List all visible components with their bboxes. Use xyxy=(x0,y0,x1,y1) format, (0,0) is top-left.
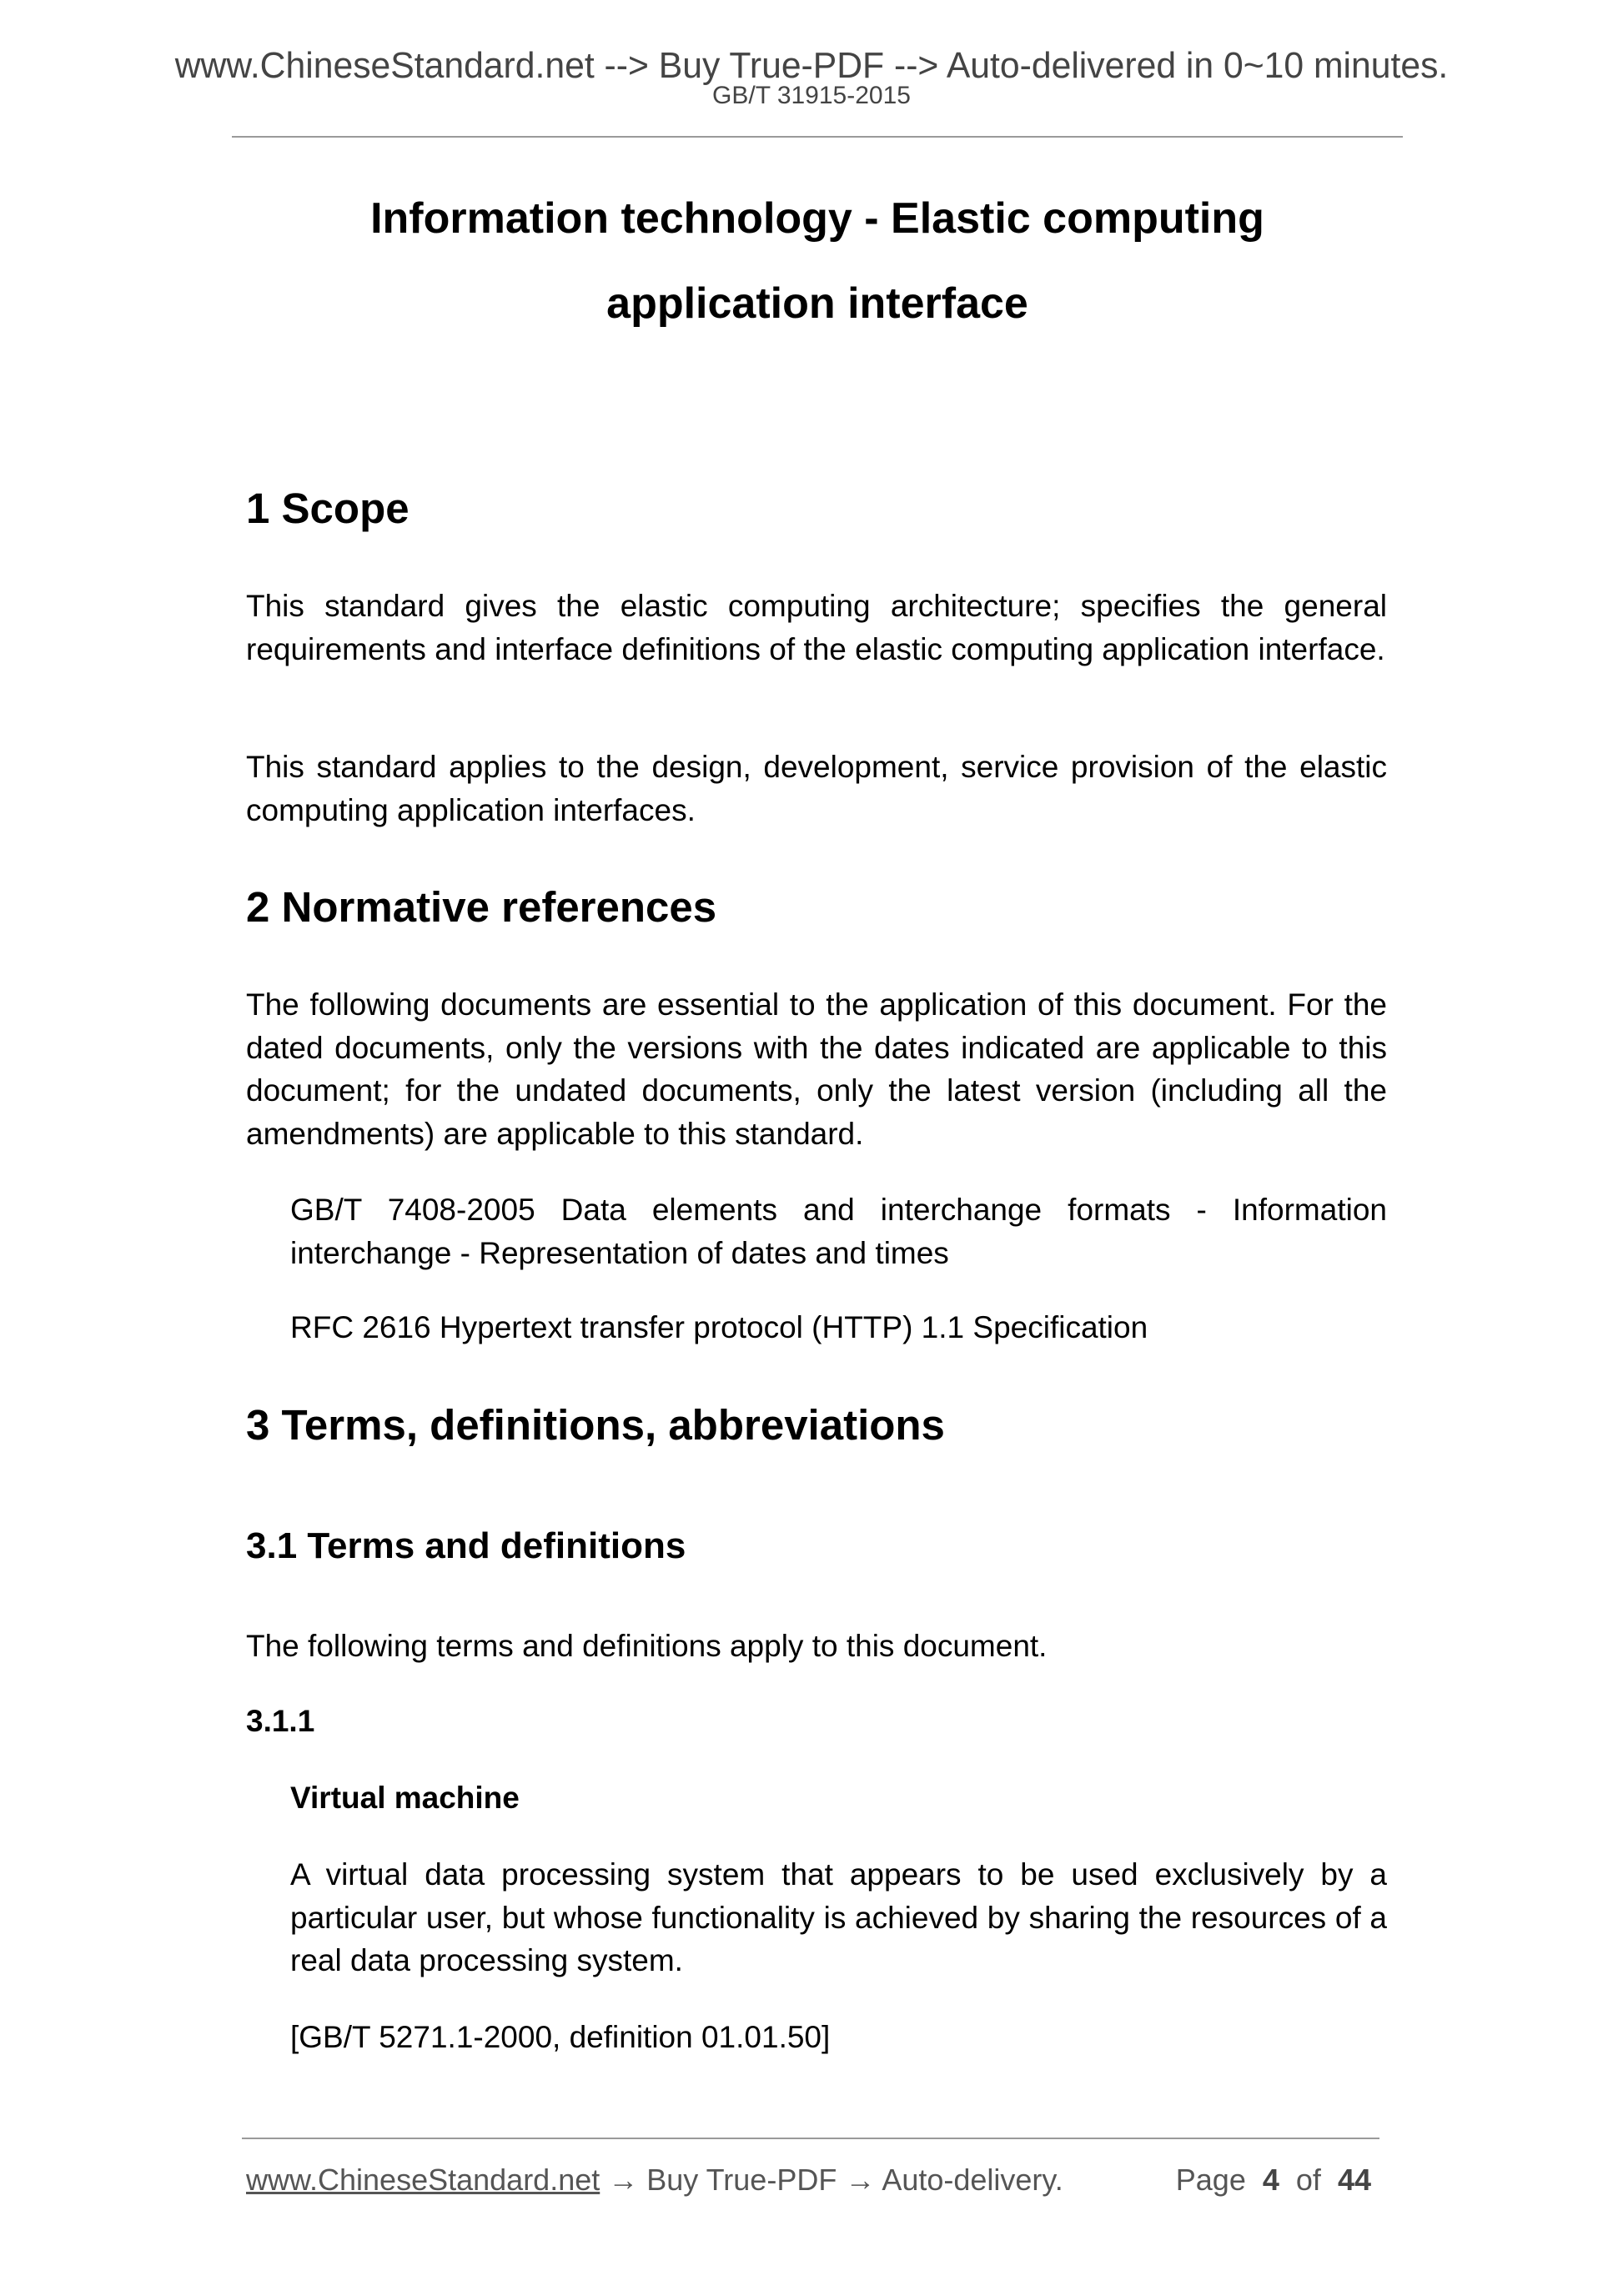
header-banner: www.ChineseStandard.net --> Buy True-PDF --> Auto-delivered in 0~10 minutes. xyxy=(174,45,1449,86)
footer-tagline: → Buy True-PDF → Auto-delivery. xyxy=(600,2163,1063,2197)
document-title-line2: application interface xyxy=(606,279,1028,328)
term-name: Virtual machine xyxy=(290,1781,520,1815)
document-title-line1: Information technology - Elastic computing xyxy=(370,194,1264,243)
standard-code: GB/T 31915-2015 xyxy=(712,82,911,109)
term-definition: A virtual data processing system that appears to be used exclusively by a particular user, but whose functionality is achieved by sharing the resources of a real data processing system. xyxy=(290,1857,1387,1977)
page-indicator xyxy=(1176,2162,1371,2198)
scope-paragraph-1: This standard gives the elastic computing architecture; specifies the general requirements and interface definitions of the elastic computing application interface. xyxy=(246,589,1387,666)
terms-intro: The following terms and definitions apply to this document. xyxy=(246,1629,1048,1663)
header-divider xyxy=(232,136,1403,138)
section-heading-scope: 1 Scope xyxy=(246,485,410,532)
subsection-heading-terms-definitions: 3.1 Terms and definitions xyxy=(246,1525,686,1566)
page-number: 4 xyxy=(1262,2163,1279,2197)
section-heading-normative-references: 2 Normative references xyxy=(246,883,717,931)
term-source: [GB/T 5271.1-2000, definition 01.01.50] xyxy=(290,2020,831,2054)
footer-text xyxy=(246,2162,1063,2198)
reference-rfc-2616: RFC 2616 Hypertext transfer protocol (HTTP) 1.1 Specification xyxy=(290,1310,1148,1344)
page-total: 44 xyxy=(1337,2163,1371,2197)
page-label: Page xyxy=(1175,2163,1246,2197)
reference-gbt-7408: GB/T 7408-2005 Data elements and interchange formats - Information interchange - Representation of dates and times xyxy=(290,1193,1387,1270)
footer xyxy=(246,2162,1376,2198)
scope-paragraph-2: This standard applies to the design, development, service provision of the elastic computing application interfaces. xyxy=(246,750,1387,827)
of-label: of xyxy=(1295,2163,1321,2197)
footer-link[interactable]: www.ChineseStandard.net xyxy=(246,2163,600,2197)
term-number: 3.1.1 xyxy=(246,1704,315,1738)
normative-paragraph: The following documents are essential to the application of this document. For the dated documents, only the versions with the dates indicated are applicable to this document; for the undated documents, only the latest version (including all the amendments) are applicable to this standard. xyxy=(246,987,1387,1151)
section-heading-terms: 3 Terms, definitions, abbreviations xyxy=(246,1401,945,1449)
footer-divider xyxy=(242,2138,1379,2139)
